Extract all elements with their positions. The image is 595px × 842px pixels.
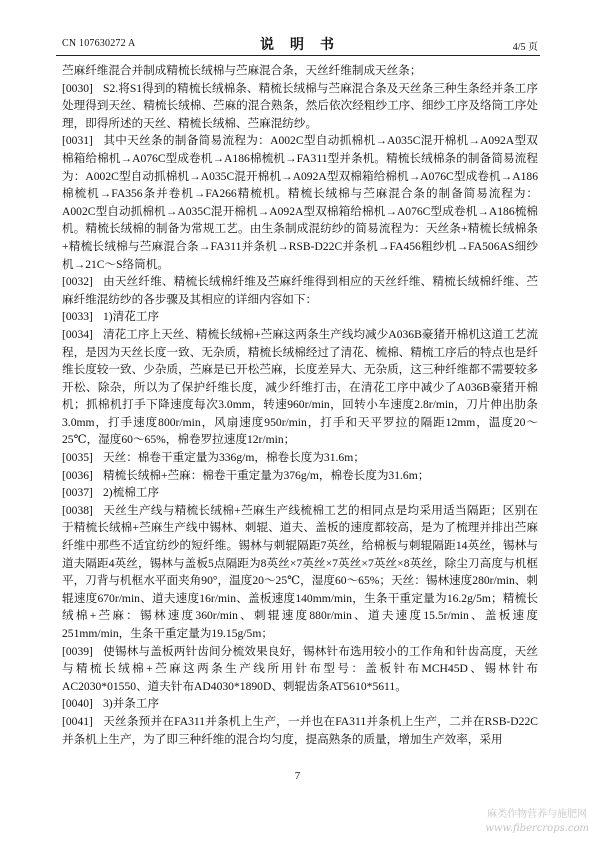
paragraph-0034: [62, 326, 538, 449]
watermark-site-name: 麻类作物营养与施肥网: [487, 809, 588, 820]
header-divider: [56, 55, 540, 56]
paragraph-text: 天丝生产线与精梳长绒棉+苎麻生产线梳棉工艺的相同点是均采用适当隔距；区别在于精梳长绒棉+苎麻生产线中锡林、刺辊、道夫、盖板的速度都较高，是为了梳理并排出苎麻纤维中那些不适宜纺纱的短纤维。锡林与刺辊隔距7英丝，给棉板与刺辊隔距14英丝，锡林与道夫隔距4英丝，锡林与盖板5点隔距为8英丝×7英丝×7英丝×7英丝×8英丝，除尘刀高度与机框平，刀背与机框水平面夹角90°，温度20～25℃，湿度60～65%；天丝：锡林速度280r/min、刺辊速度670r/min、道夫速度16r/min、盖板速度140mm/min，生条干重定量为16.2g/5m；精梳长绒棉+苎麻：锡林速度360r/min、刺辊速度880r/min、道夫速度15.5r/min、盖板速度251mm/min，生条干重定量为19.15g/5m；: [62, 503, 538, 640]
paragraph-number: [0035]: [62, 451, 93, 465]
paragraph-text: 由天丝纤维、精梳长绒棉纤维及苎麻纤维得到相应的天丝纤维、精梳长绒棉纤维、苎麻纤维混纺纱的各步骤及其相应的详细内容如下：: [62, 275, 538, 306]
paragraph-number: [0031]: [62, 134, 93, 148]
paragraph-number: [0036]: [62, 468, 93, 482]
paragraph-0041: [62, 713, 538, 748]
paragraph-number: [0032]: [62, 275, 93, 289]
paragraph-number: [0041]: [62, 714, 93, 728]
paragraph-0037: [62, 484, 538, 502]
paragraph-text: 使锡林与盖板两针齿间分梳效果良好，锡林针布选用较小的工作角和针齿高度，天丝与精梳长绒棉+苎麻这两条生产线所用针布型号：盖板针布MCH45D、锡林针布AC2030*01550、道夫针布AD4030*1890D、刺辊齿条AT5610*5611。: [62, 644, 538, 693]
watermark: [485, 808, 589, 836]
paragraph-0031: [62, 132, 538, 273]
watermark-url: www.fibercrops.com: [485, 823, 589, 834]
paragraph-text: 天丝：棉卷干重定量为336g/m，棉卷长度为31.6m；: [103, 451, 365, 465]
paragraph-text: 精梳长绒棉+苎麻：棉卷干重定量为376g/m，棉卷长度为31.6m；: [103, 468, 430, 482]
paragraph-0039: [62, 643, 538, 696]
document-title: 说 明 书: [260, 38, 335, 53]
paragraph-0036: [62, 467, 538, 485]
paragraph-number: [0033]: [62, 310, 93, 324]
paragraph-number: [0039]: [62, 644, 93, 658]
paragraph-0035: [62, 449, 538, 467]
paragraph-0033: [62, 308, 538, 326]
section-heading: 2)梳棉工序: [103, 486, 160, 500]
page-number: 7: [294, 770, 301, 782]
paragraph-number: [0030]: [62, 81, 93, 95]
paragraph-number: [0038]: [62, 503, 93, 517]
continued-paragraph: 苎麻纤维混合并制成精梳长绒棉与苎麻混合条，天丝纤维制成天丝条；: [62, 64, 422, 77]
paragraph-0038: [62, 502, 538, 643]
paragraph-0040: [62, 695, 538, 713]
patent-number: CN 107630272 A: [62, 38, 136, 49]
document-body: [62, 62, 538, 748]
page-indicator: 4/5 页: [512, 42, 538, 53]
paragraph-number: [0040]: [62, 697, 93, 711]
paragraph-0032: [62, 273, 538, 308]
paragraph-number: [0037]: [62, 486, 93, 500]
paragraph-text: 清花工序上天丝、精梳长绒棉+苎麻这两条生产线均减少A036B豪猪开棉机这道工艺流程，是因为天丝长度一致、无杂质，精梳长绒棉经过了清花、梳棉、精梳工序后的特点也是纤维长度较一致、少杂质，苎麻是已开松苎麻，长度差异大、无杂质，这三种纤维都不需要较多开松、除杂，所以为了保护纤维长度，减少纤维打击，在清花工序中减少了A036B豪猪开棉机；抓棉机打手下降速度每次3.0mm，转速960r/min，回转小车速度2.8r/min，刀片伸出肋条3.0mm，打手速度800r/min，风扇速度950r/min，打手和天平罗拉的隔距12mm，温度20～25℃，湿度60～65%，棉卷罗拉速度12r/min；: [62, 327, 538, 447]
paragraph-number: [0034]: [62, 327, 93, 341]
paragraph-text: 天丝条预并在FA311并条机上生产，一并也在FA311并条机上生产，二并在RSB-D22C并条机上生产，为了即三种纤维的混合均匀度，提高熟条的质量，增加生产效率，采用: [62, 714, 538, 746]
section-heading: 1)清花工序: [103, 310, 160, 324]
section-heading: 3)并条工序: [103, 697, 160, 711]
paragraph-0030: [62, 80, 538, 133]
paragraph-text: 其中天丝条的制备简易流程为：A002C型自动抓棉机→A035C混开棉机→A092A型双棉箱给棉机→A076C型成卷机→A186棉梳机→FA311型并条机。精梳长绒棉条的制备简易流程为：A002C型自动抓棉机→A035C混开棉机→A092A型双棉箱给棉机→A076C型成卷机→A186棉梳机→FA356条并卷机→FA266精梳机。精梳长绒棉与苎麻混合条的制备简易流程为：A002C型自动抓棉机→A035C混开棉机→A092A型双棉箱给棉机→A076C型成卷机→A186梳棉机。精梳长绒棉的制备为常规工艺。由生条制成混纺纱的简易流程为：天丝条+精梳长绒棉条+精梳长绒棉与苎麻混合条→FA311并条机→RSB-D22C并条机→FA456粗纱机→FA506AS细纱机→21C～S络筒机。: [62, 134, 538, 271]
paragraph-text: S2.将S1得到的精梳长绒棉条、精梳长绒棉与苎麻混合条及天丝条三种生条经并条工序处理得到天丝、精梳长绒棉、苎麻的混合熟条，然后依次经粗纱工序、细纱工序及络筒工序处理，即得所述的天丝、精梳长绒棉、苎麻混纺纱。: [62, 81, 538, 130]
